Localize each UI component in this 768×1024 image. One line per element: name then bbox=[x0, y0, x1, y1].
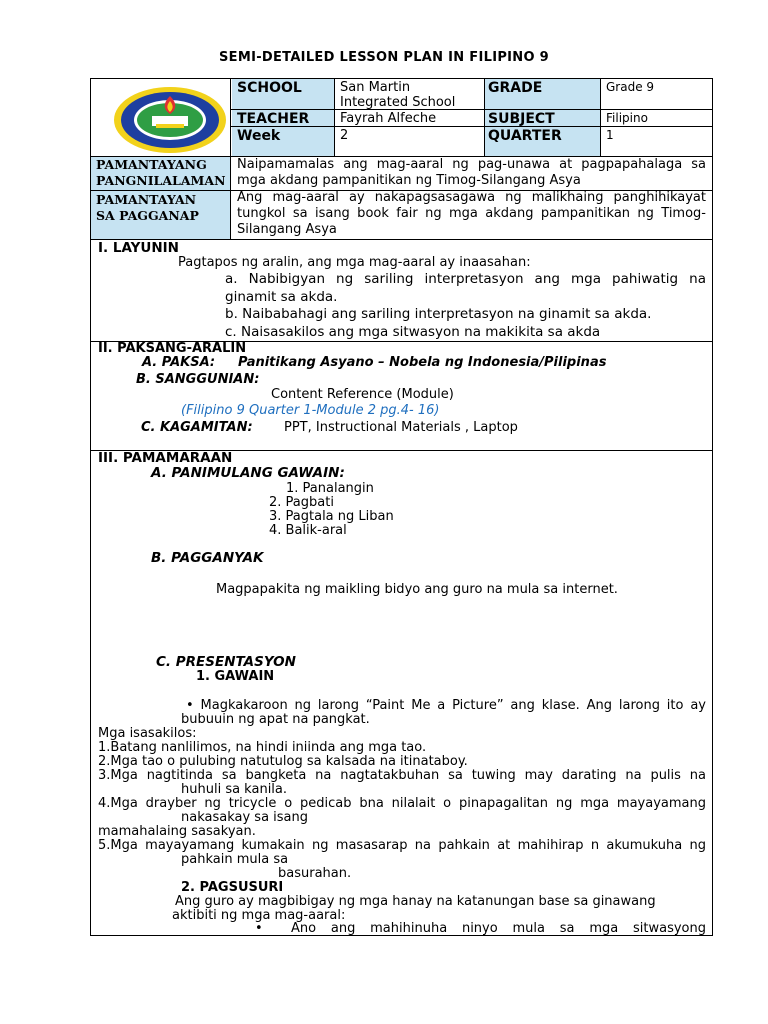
content-standard-line1: Naipamamalas ang mag-aaral ng pag-unawa at pagpapahalaga sa bbox=[237, 157, 706, 172]
sanggunian-label: B. SANGGUNIAN: bbox=[136, 372, 260, 387]
situation-item-continued: nakasakay sa isang bbox=[181, 810, 309, 825]
quarter-value: 1 bbox=[606, 128, 614, 142]
content-standard-label-line1: PAMANTAYANG bbox=[96, 157, 207, 172]
situation-item-continued: basurahan. bbox=[278, 866, 352, 881]
pagganyak-text: Magpapakita ng maikling bidyo ang guro na mula sa internet. bbox=[216, 582, 618, 597]
layunin-intro: Pagtapos ng aralin, ang mga mag-aaral ay inaasahan: bbox=[178, 255, 531, 270]
school-value-line2: Integrated School bbox=[340, 95, 456, 110]
performance-standard-line2: tungkol sa isang book fair ng mga akdang pampanitikan ng Timog- bbox=[237, 206, 706, 221]
pagsusuri-line2: aktibiti ng mga mag-aaral: bbox=[172, 908, 346, 923]
performance-standard-line3: Silangang Asya bbox=[237, 222, 337, 237]
subject-label: SUBJECT bbox=[488, 111, 555, 127]
column-divider bbox=[484, 78, 485, 156]
paksa-label: A. PAKSA: bbox=[142, 355, 216, 370]
situation-item-continued: pahkain mula sa bbox=[181, 852, 289, 867]
isasakilos-label: Mga isasakilos: bbox=[98, 726, 197, 741]
pagsusuri-label: 2. PAGSUSURI bbox=[181, 880, 284, 895]
pagganyak-label: B. PAGGANYAK bbox=[151, 550, 264, 566]
bullet-icon: • bbox=[255, 921, 263, 936]
paksa-value: Panitikang Asyano – Nobela ng Indonesia/Pilipinas bbox=[238, 355, 607, 370]
situation-item: 3.Mga nagtitinda sa bangketa na nagtatakbuhan sa tuwing may darating na pulis na bbox=[98, 768, 706, 783]
row-divider bbox=[230, 109, 713, 110]
panimulang-item: 3. Pagtala ng Liban bbox=[269, 509, 394, 524]
performance-standard-label-line1: PAMANTAYAN bbox=[96, 192, 197, 207]
column-divider bbox=[230, 78, 231, 239]
teacher-value: Fayrah Alfeche bbox=[340, 111, 437, 126]
subject-value: Filipino bbox=[606, 111, 648, 125]
performance-standard-line1: Ang mag-aaral ay nakapagsasagawa ng malikhaing panghihikayat bbox=[237, 190, 706, 205]
column-divider bbox=[334, 78, 335, 156]
situation-item-continued: mamahalaing sasakyan. bbox=[98, 824, 256, 839]
situation-item: 2.Mga tao o pulubing natutulog sa kalsada na itinataboy. bbox=[98, 754, 468, 769]
school-seal-icon bbox=[112, 86, 228, 154]
pamamaraan-heading: III. PAMAMARAAN bbox=[98, 450, 233, 466]
content-standard-line2: mga akdang pampanitikan ng Timog-Silangang Asya bbox=[237, 173, 581, 188]
column-divider bbox=[600, 78, 601, 156]
pagsusuri-line1: Ang guro ay magbibigay ng mga hanay na katanungan base sa ginawang bbox=[175, 894, 656, 909]
school-label: SCHOOL bbox=[237, 80, 302, 96]
situation-item: 5.Mga mayayamang kumakain ng masasarap na pahkain at mahihirap n akumukuha ng bbox=[98, 838, 706, 853]
grade-label: GRADE bbox=[488, 80, 543, 96]
paksang-aralin-heading: II. PAKSANG-ARALIN bbox=[98, 341, 247, 356]
panimulang-item: 4. Balik-aral bbox=[269, 523, 347, 538]
layunin-heading: I. LAYUNIN bbox=[98, 240, 179, 256]
performance-standard-label-line2: SA PAGGANAP bbox=[96, 208, 199, 223]
content-standard-label-line2: PANGNILALAMAN bbox=[96, 173, 226, 188]
layunin-b: b. Naibabahagi ang sariling interpretasyon na ginamit sa akda. bbox=[225, 306, 652, 322]
layunin-c: c. Naisasakilos ang mga sitwasyon na makikita sa akda bbox=[225, 324, 601, 340]
teacher-label: TEACHER bbox=[237, 111, 310, 127]
quarter-label: QUARTER bbox=[488, 128, 562, 144]
gawain-line1: • Magkakaroon ng larong “Paint Me a Picture” ang klase. Ang larong ito ay bbox=[186, 698, 706, 713]
panimulang-item: 2. Pagbati bbox=[269, 495, 334, 510]
module-reference: (Filipino 9 Quarter 1-Module 2 pg.4- 16) bbox=[181, 403, 440, 418]
layunin-a-line2: ginamit sa akda. bbox=[225, 289, 338, 305]
presentasyon-label: C. PRESENTASYON bbox=[156, 654, 296, 670]
layunin-a-line1: a. Nabibigyan ng sariling interpretasyon ang mga pahiwatig na bbox=[225, 271, 706, 287]
week-label: Week bbox=[237, 128, 281, 144]
panimulang-gawain-label: A. PANIMULANG GAWAIN: bbox=[151, 465, 345, 481]
row-divider bbox=[90, 239, 713, 240]
situation-item-continued: huhuli sa kanila. bbox=[181, 782, 288, 797]
situation-item: 1.Batang nanlilimos, na hindi iniinda ang mga tao. bbox=[98, 740, 427, 755]
document-title: SEMI-DETAILED LESSON PLAN IN FILIPINO 9 bbox=[218, 50, 549, 65]
school-value-line1: San Martin bbox=[340, 80, 411, 95]
panimulang-item: 1. Panalangin bbox=[286, 481, 374, 496]
kagamitan-value: PPT, Instructional Materials , Laptop bbox=[284, 420, 518, 435]
situation-item: 4.Mga drayber ng tricycle o pedicab bna nilalait o pinapagalitan ng mga mayayamang bbox=[98, 796, 706, 811]
content-reference: Content Reference (Module) bbox=[271, 387, 454, 402]
kagamitan-label: C. KAGAMITAN: bbox=[141, 420, 253, 435]
week-value: 2 bbox=[340, 128, 349, 143]
gawain-line2: bubuuin ng apat na pangkat. bbox=[181, 712, 370, 727]
gawain-label: 1. GAWAIN bbox=[196, 669, 275, 684]
grade-value: Grade 9 bbox=[606, 80, 655, 94]
pagsusuri-question: Ano ang mahihinuha ninyo mula sa mga sitwasyong bbox=[291, 921, 706, 936]
